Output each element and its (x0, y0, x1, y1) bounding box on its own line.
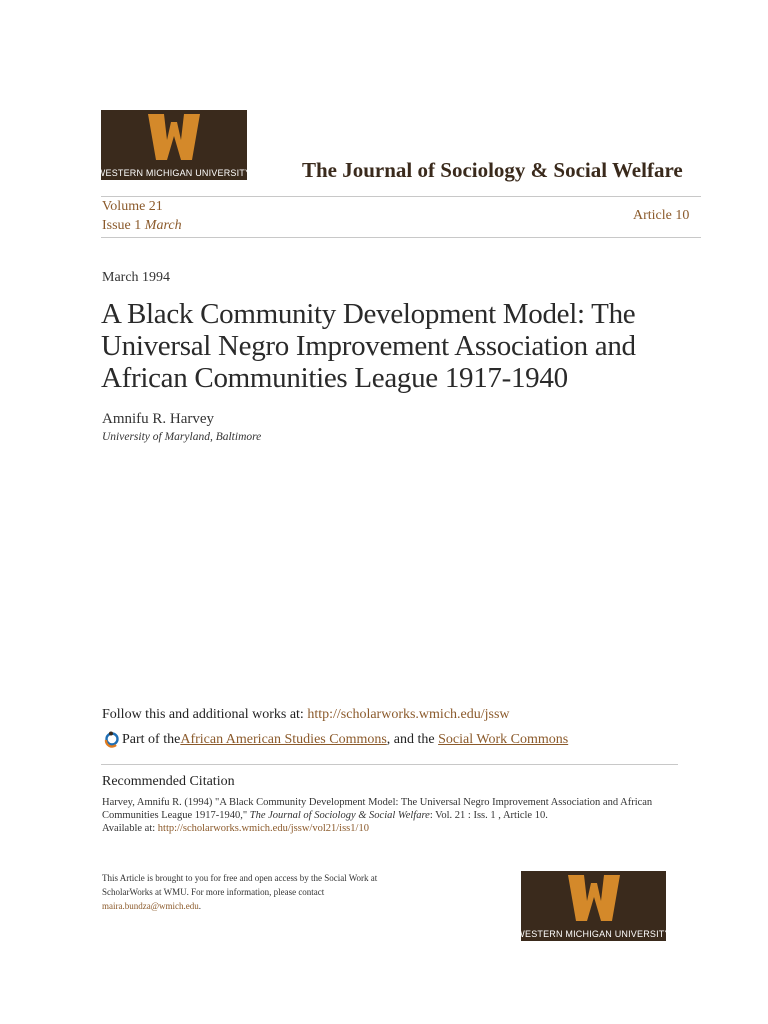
follow-line (102, 707, 510, 723)
issue-month: March (144, 218, 182, 233)
wmu-logo-footer (516, 871, 671, 941)
part-of-prefix: Part of the (122, 732, 181, 747)
part-of-line (102, 731, 568, 749)
and-the-text: , and the (386, 732, 439, 747)
recommended-citation-heading: Recommended Citation (102, 774, 235, 789)
network-icon (102, 731, 120, 749)
contact-email-link[interactable]: maira.bundza@wmich.edu (102, 901, 199, 911)
publication-date: March 1994 (102, 270, 171, 285)
issue-link[interactable] (102, 218, 182, 234)
citation-volume: : Vol. 21 : Iss. 1 , Article 10. (429, 810, 548, 821)
follow-prefix: Follow this and additional works at: (102, 707, 308, 722)
citation-journal: The Journal of Sociology & Social Welfare (249, 810, 430, 821)
citation-divider (101, 764, 678, 765)
article-number[interactable]: Article 10 (633, 208, 690, 223)
header-bottom-divider (101, 237, 701, 238)
email-period: . (198, 901, 202, 911)
header-top-divider (101, 196, 701, 197)
citation-block (102, 796, 682, 835)
author-affiliation: University of Maryland, Baltimore (102, 431, 262, 443)
citation-text: Harvey, Amnifu R. (1994) "A Black Community Development Model: The Universal Negro Improvement Association and African Communities League 1917-1940," (102, 797, 653, 821)
open-access-note (102, 871, 402, 913)
article-title: A Black Community Development Model: The Universal Negro Improvement Association and African Communities League 1917-1940 (101, 298, 636, 394)
available-prefix: Available at: (102, 823, 158, 834)
issue-label: Issue 1 (102, 218, 142, 233)
author-name: Amnifu R. Harvey (102, 411, 215, 427)
commons-link-social-work[interactable]: Social Work Commons (438, 732, 569, 747)
w-logo-icon (568, 875, 620, 926)
wmu-logo (96, 110, 252, 180)
follow-url-link[interactable]: http://scholarworks.wmich.edu/jssw (307, 707, 510, 722)
w-logo-icon (148, 114, 200, 165)
commons-link-african-american-studies[interactable]: African American Studies Commons (180, 732, 387, 747)
logo-university-name: WESTERN MICHIGAN UNIVERSITY (96, 168, 252, 178)
available-url-link[interactable]: http://scholarworks.wmich.edu/jssw/vol21/iss1/10 (157, 823, 369, 834)
volume-link[interactable]: Volume 21 (102, 199, 163, 214)
logo-university-name: WESTERN MICHIGAN UNIVERSITY (516, 929, 671, 939)
journal-title[interactable]: The Journal of Sociology & Social Welfare (302, 158, 683, 182)
open-access-text: This Article is brought to you for free and open access by the Social Work at ScholarWorks at WMU. For more information, please contact (102, 873, 378, 897)
